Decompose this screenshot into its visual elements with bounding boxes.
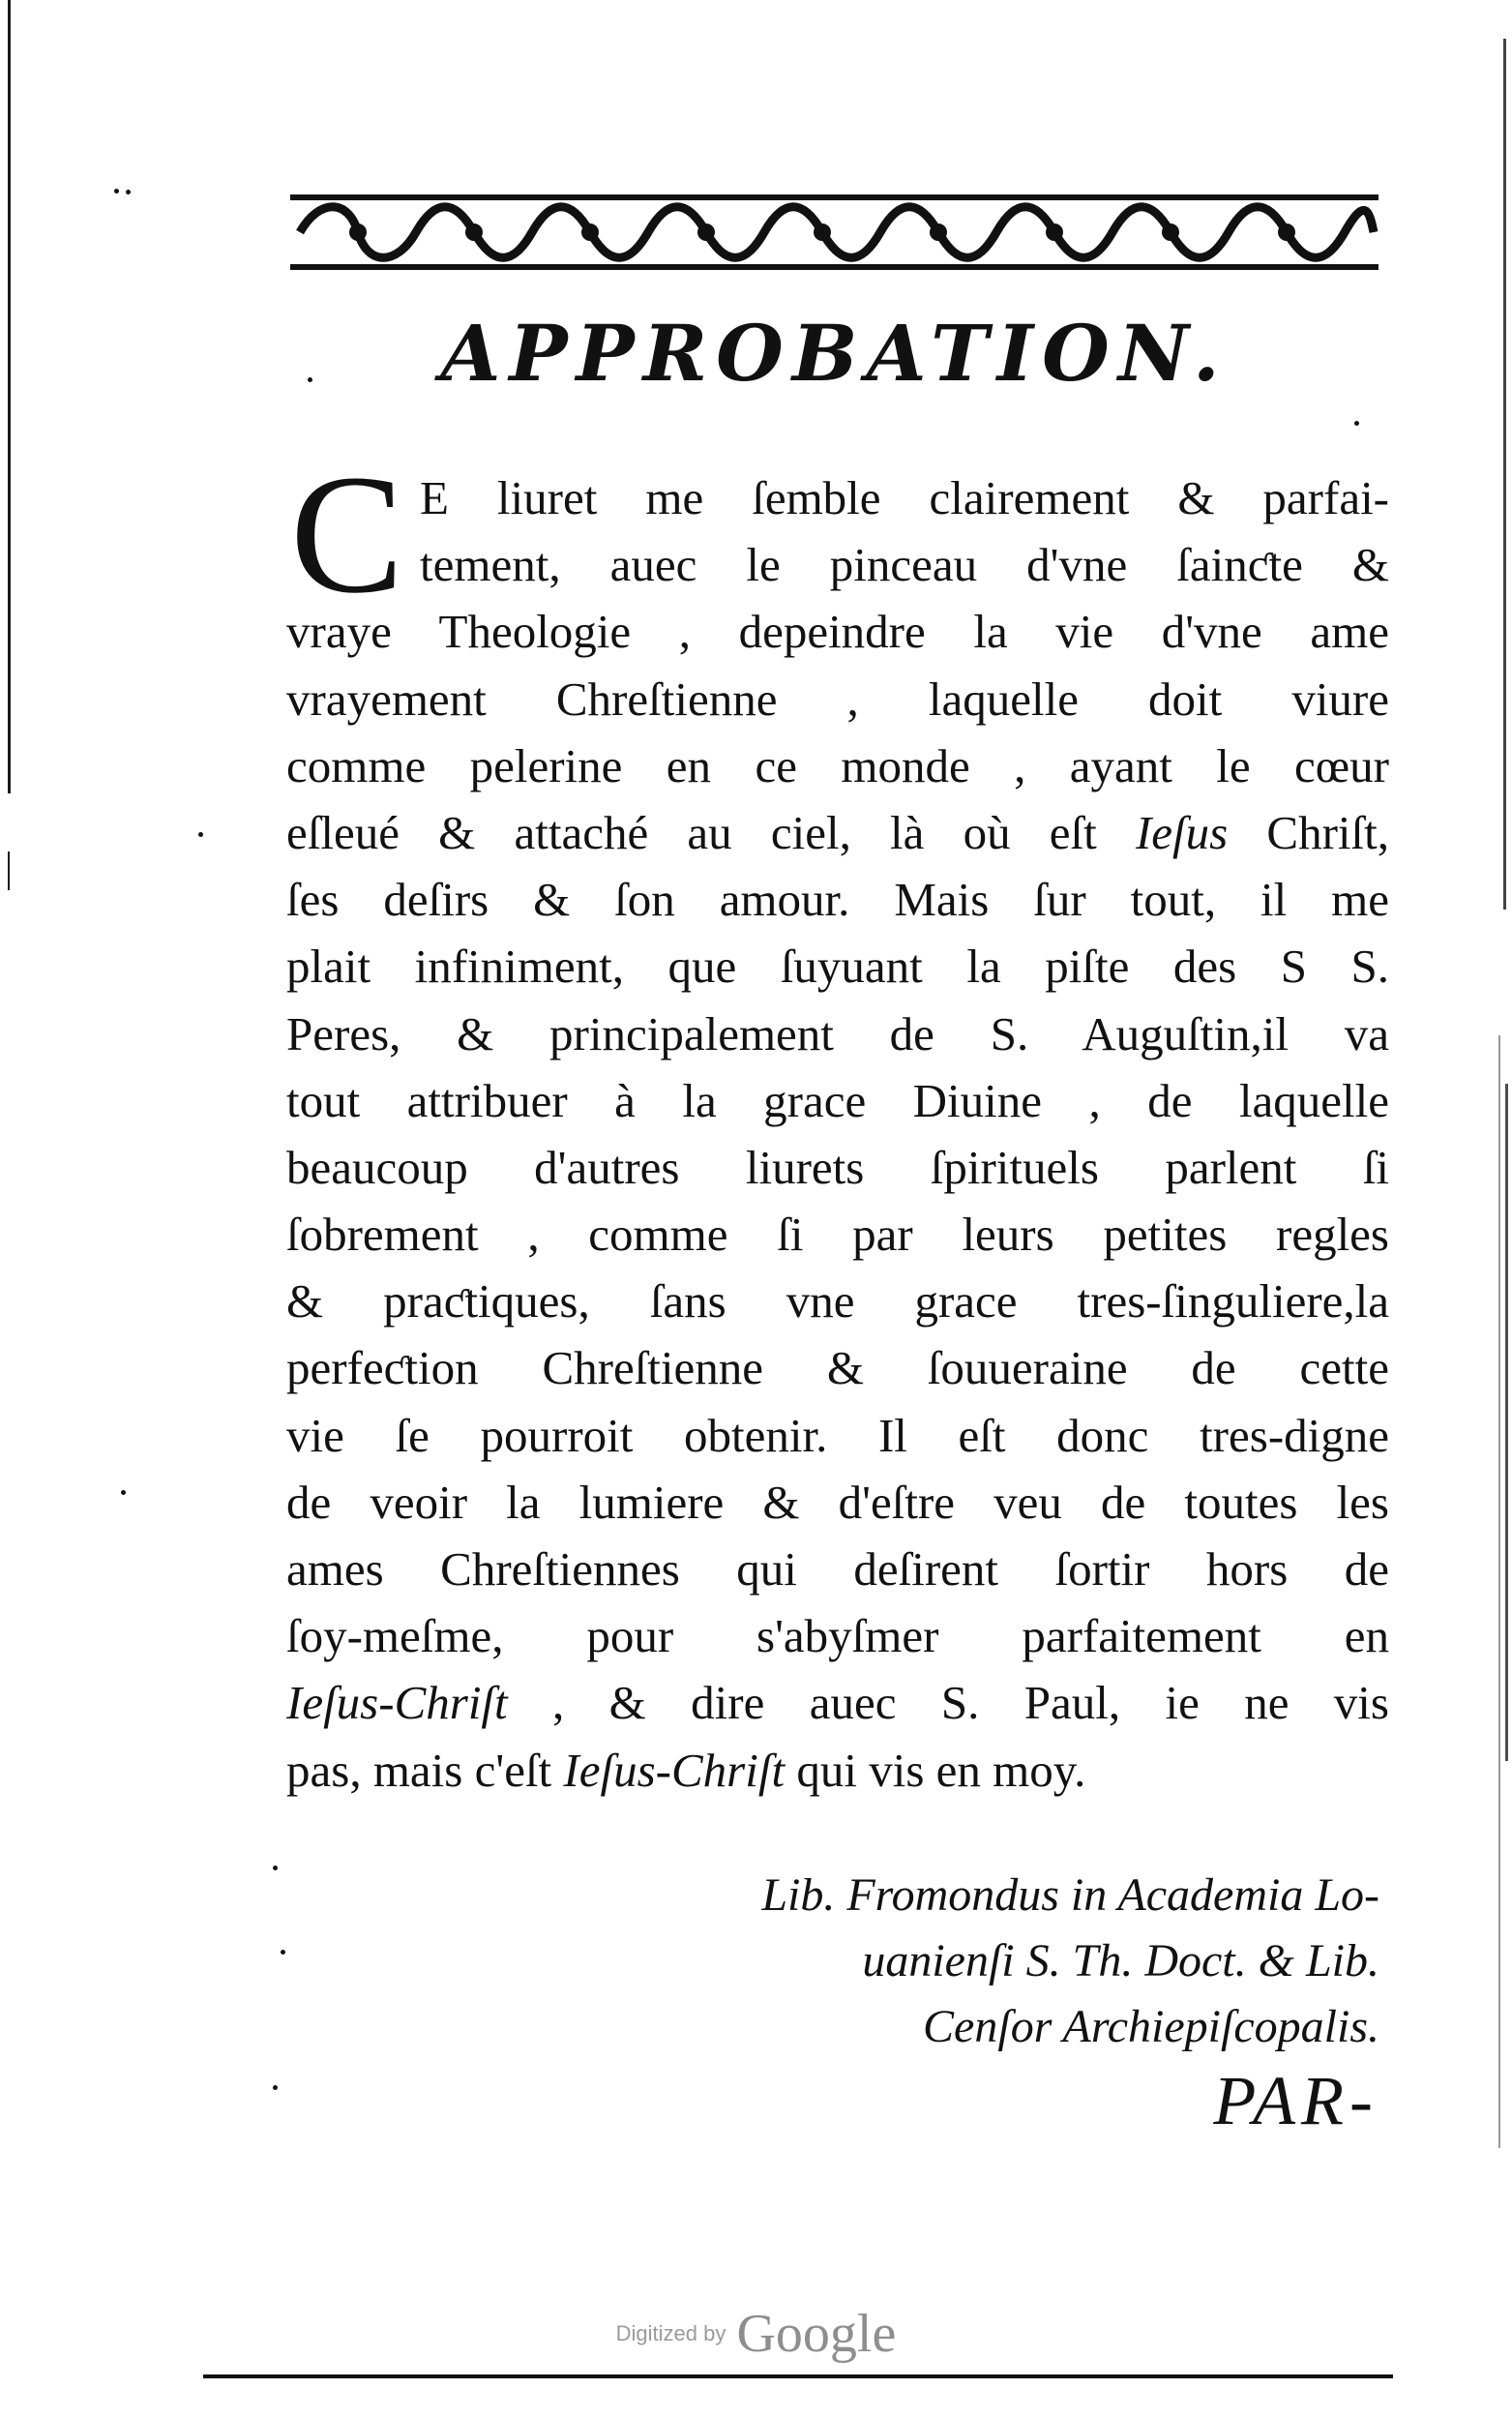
signature-line: uanienſi S. Th. Doct. & Lib. — [862, 1935, 1379, 1986]
text-line: ames Chreſtiennes qui deſirent ſortir hors de — [286, 1542, 1389, 1596]
text-line: ſoy-meſme, pour s'abyſmer parfaitement en — [286, 1609, 1389, 1663]
page-edge-right-shadow — [1498, 1035, 1500, 2148]
scan-speck — [1354, 421, 1359, 426]
censor-signature — [509, 1863, 1379, 2060]
ornamental-headband — [290, 189, 1379, 276]
text-line: ſes deſirs & ſon amour. Mais ſur tout, il me — [286, 873, 1389, 927]
text-line: de veoir la lumiere & d'eſtre veu de toutes les — [286, 1475, 1389, 1529]
text-line: vraye Theologie , depeindre la vie d'vne ame — [286, 605, 1389, 659]
scan-speck — [308, 377, 312, 382]
text-line: pas, mais c'eſt Ieſus-Chriſt qui vis en moy. — [286, 1743, 1086, 1797]
scan-speck — [281, 1950, 285, 1955]
text-line: vie ſe pourroit obtenir. Il eſt donc tres-digne — [286, 1408, 1389, 1462]
text-line: comme pelerine en ce monde , ayant le cœur — [286, 738, 1389, 792]
page-edge-right-lower — [1505, 1084, 1508, 1761]
signature-line: Lib. Fromondus in Academia Lo- — [761, 1869, 1379, 1921]
text-line: Peres, & principalement de S. Auguſtin,il va — [286, 1006, 1389, 1060]
text-line: Ieſus-Chriſt , & dire auec S. Paul, ie ne vis — [286, 1676, 1389, 1730]
page-edge-left-fragment — [8, 851, 10, 890]
text-line: tement, auec le pinceau d'vne ſainƈte & — [420, 538, 1389, 592]
page-edge-left — [8, 0, 11, 793]
watermark-prefix: Digitized by — [615, 2321, 726, 2345]
scan-speck — [273, 1866, 278, 1870]
scan-speck — [126, 190, 131, 194]
text-line: vrayement Chreſtienne , laquelle doit viure — [286, 672, 1389, 726]
drop-cap: C — [290, 440, 404, 629]
signature-line: Cenſor Archiepiſcopalis. — [923, 2001, 1379, 2052]
scan-speck — [198, 832, 203, 837]
page-title: APPROBATION. — [440, 308, 1229, 399]
text-line: perfeƈtion Chreſtienne & ſouueraine de cette — [286, 1341, 1389, 1395]
scan-speck — [273, 2085, 278, 2090]
scan-speck — [114, 189, 119, 194]
text-line: tout attribuer à la grace Diuine , de laquelle — [286, 1073, 1389, 1127]
digitized-watermark — [0, 2303, 1512, 2365]
text-line: eſleué & attaché au ciel, là où eſt Ieſus Chriſt, — [286, 805, 1390, 859]
approbation-text — [286, 464, 1389, 1804]
text-line: beaucoup d'autres liurets ſpirituels parlent ſi — [286, 1140, 1389, 1194]
scan-speck — [121, 1490, 126, 1495]
text-line: ſobrement , comme ſi par leurs petites regles — [286, 1208, 1389, 1262]
catchword: PAR- — [1213, 2062, 1379, 2139]
text-line: plait infiniment, que ſuyuant la piſte des S S. — [286, 940, 1389, 994]
page-edge-right — [1503, 39, 1506, 910]
text-line: & praƈtiques, ſans vne grace tres-ſinguliere,la — [286, 1274, 1389, 1329]
google-logo: Google — [736, 2304, 897, 2364]
text-line: E liuret me ſemble clairement & parfai- — [420, 471, 1389, 524]
bottom-scan-rule — [203, 2373, 1393, 2382]
